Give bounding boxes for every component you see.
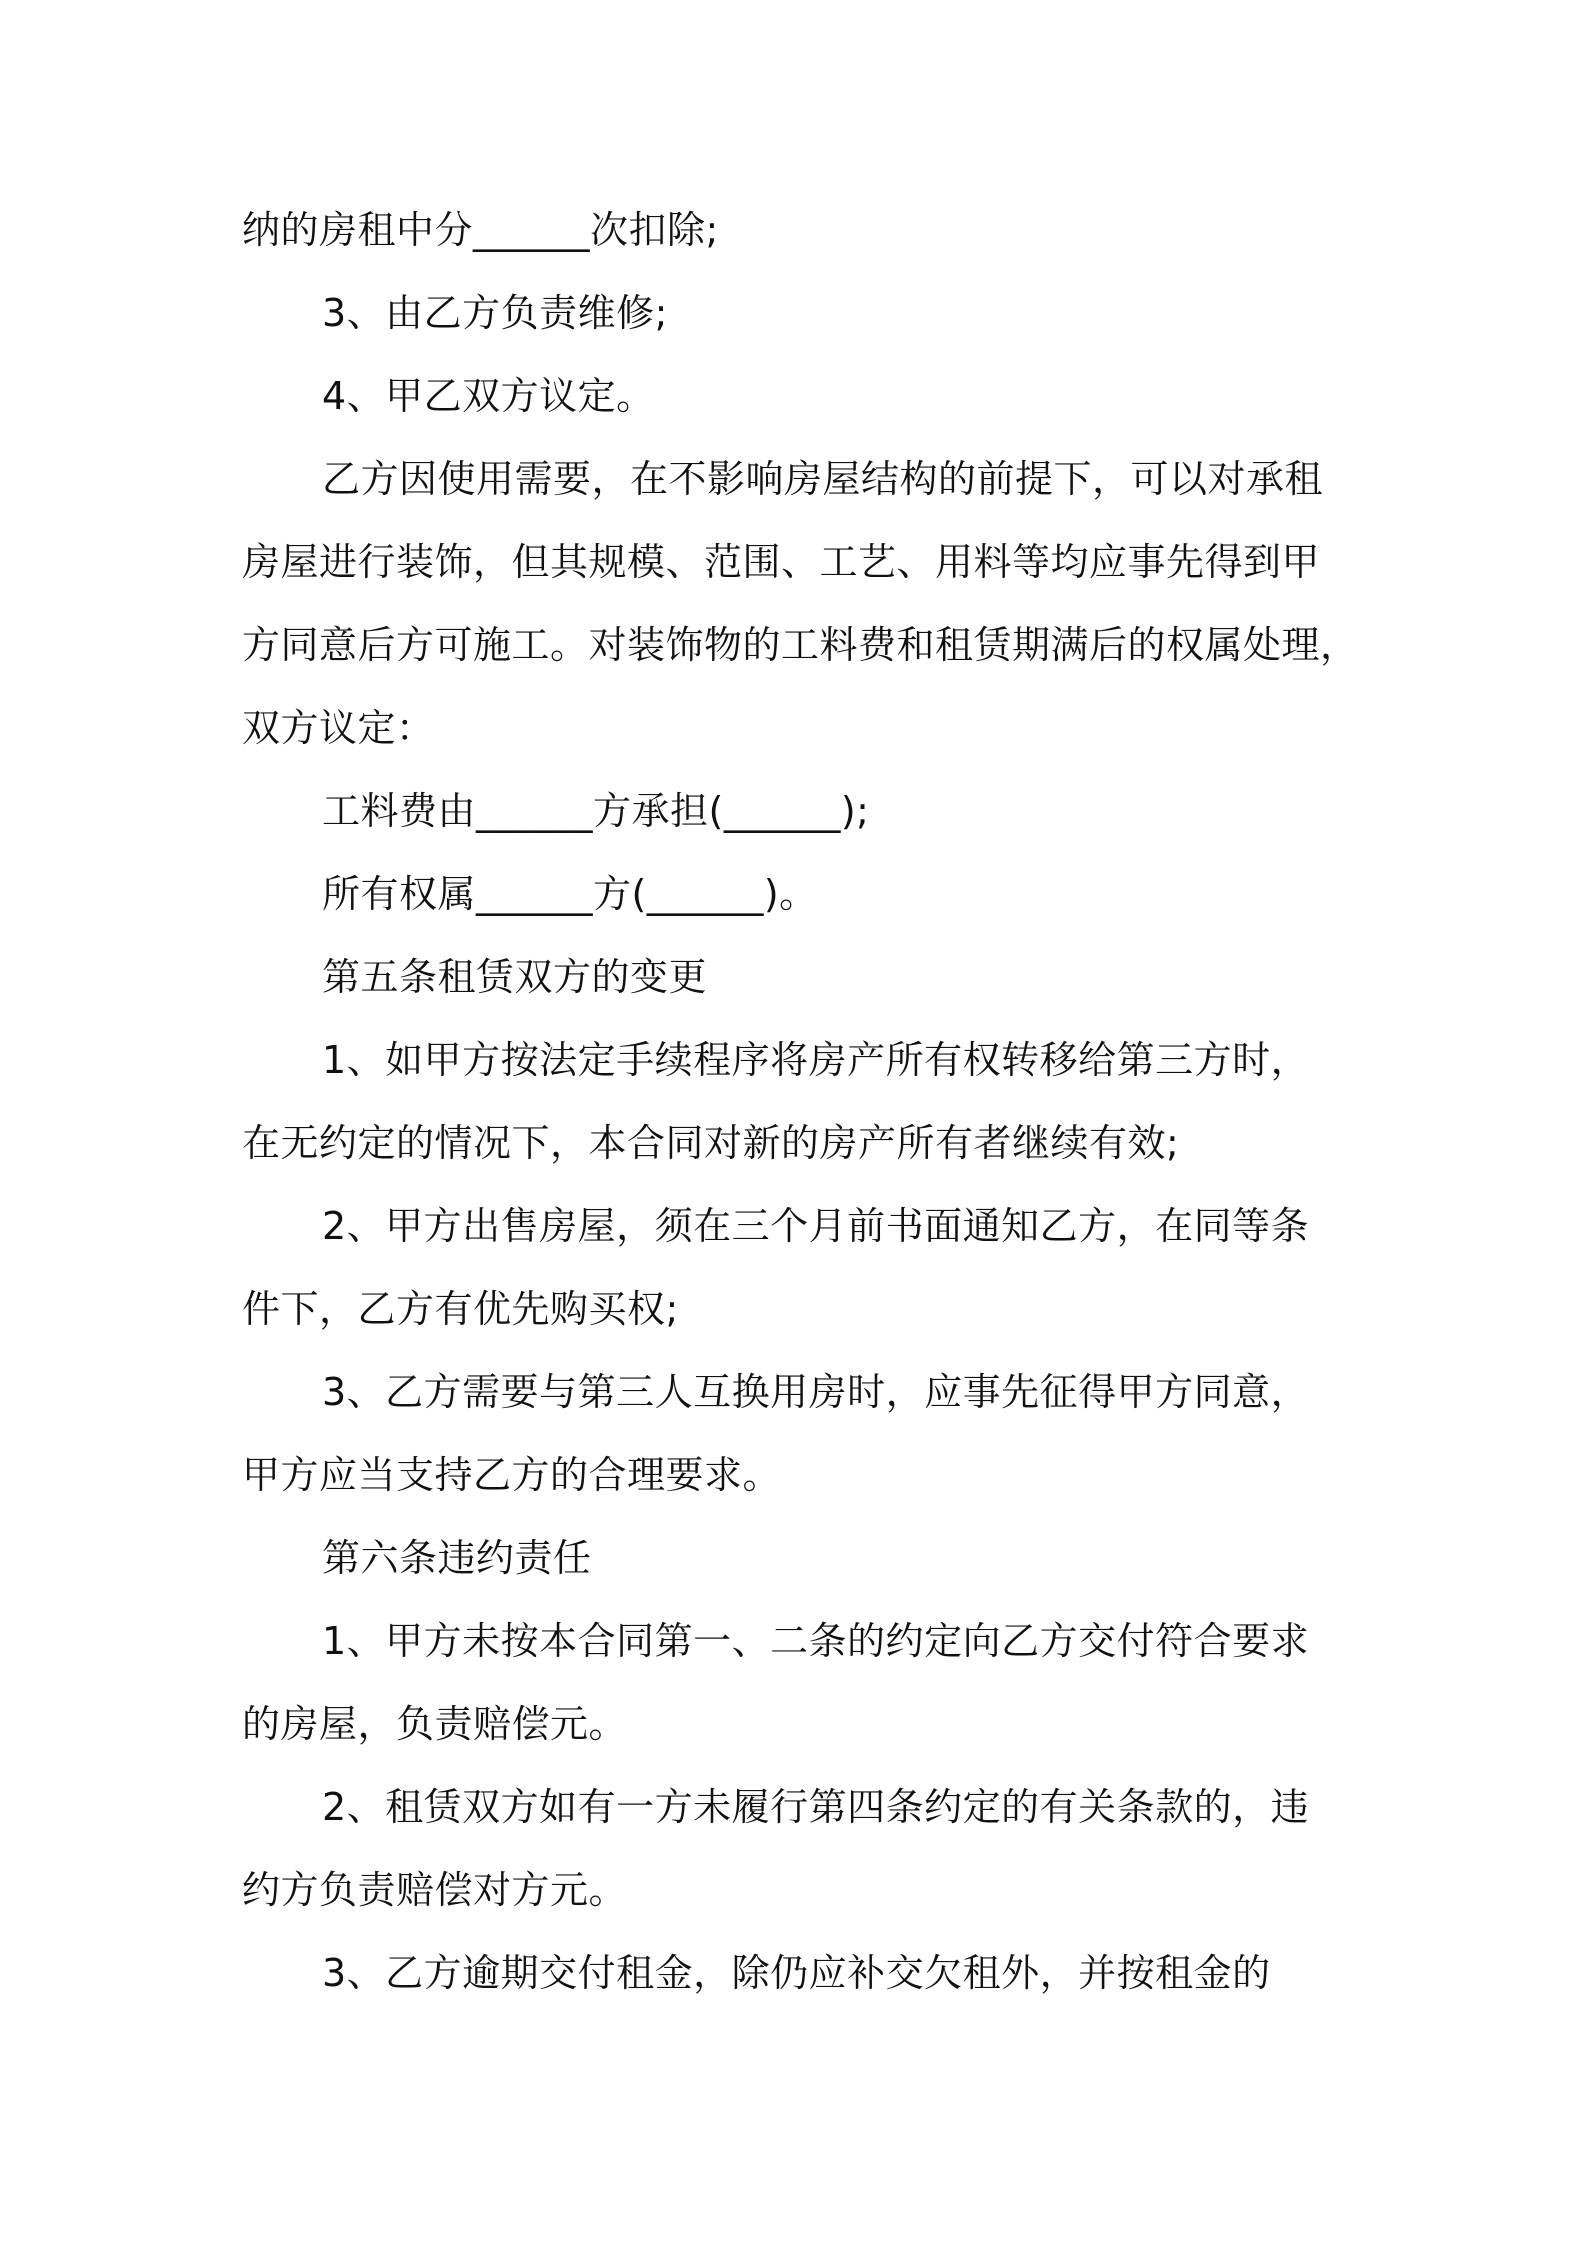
text-line: 件下，乙方有优先购买权;: [242, 1287, 679, 1331]
text-line: 方同意后方可施工。对装饰物的工料费和租赁期满后的权属处理，: [242, 623, 1359, 667]
text-line: 的房屋，负责赔偿元。: [242, 1702, 628, 1746]
text-line: 4、甲乙双方议定。: [322, 374, 655, 418]
text-line: 2、甲方出售房屋，须在三个月前书面通知乙方，在同等条: [322, 1204, 1310, 1248]
text-line: 3、乙方逾期交付租金，除仍应补交欠租外，并按租金的: [322, 1951, 1271, 1995]
text-line: 2、租赁双方如有一方未履行第四条约定的有关条款的，违: [322, 1785, 1310, 1829]
text-line: 双方议定：: [242, 706, 435, 750]
text-line: 3、由乙方负责维修;: [322, 291, 668, 335]
text-line: 乙方因使用需要，在不影响房屋结构的前提下，可以对承租: [322, 457, 1324, 501]
text-line: 约方负责赔偿对方元。: [242, 1868, 628, 1912]
text-line: 所有权属______方(______)。: [322, 872, 818, 916]
text-line: 在无约定的情况下，本合同对新的房产所有者继续有效;: [242, 1121, 1180, 1165]
text-line: 1、如甲方按法定手续程序将房产所有权转移给第三方时，: [322, 1038, 1310, 1082]
text-line: 纳的房租中分______次扣除;: [242, 208, 719, 252]
section-heading: 第六条违约责任: [322, 1536, 592, 1580]
text-line: 房屋进行装饰，但其规模、范围、工艺、用料等均应事先得到甲: [242, 540, 1321, 584]
text-line: 3、乙方需要与第三人互换用房时，应事先征得甲方同意，: [322, 1370, 1310, 1414]
text-line: 甲方应当支持乙方的合理要求。: [242, 1453, 782, 1497]
text-line: 1、甲方未按本合同第一、二条的约定向乙方交付符合要求: [322, 1619, 1310, 1663]
text-line: 工料费由______方承担(______);: [322, 789, 870, 833]
section-heading: 第五条租赁双方的变更: [322, 955, 708, 999]
